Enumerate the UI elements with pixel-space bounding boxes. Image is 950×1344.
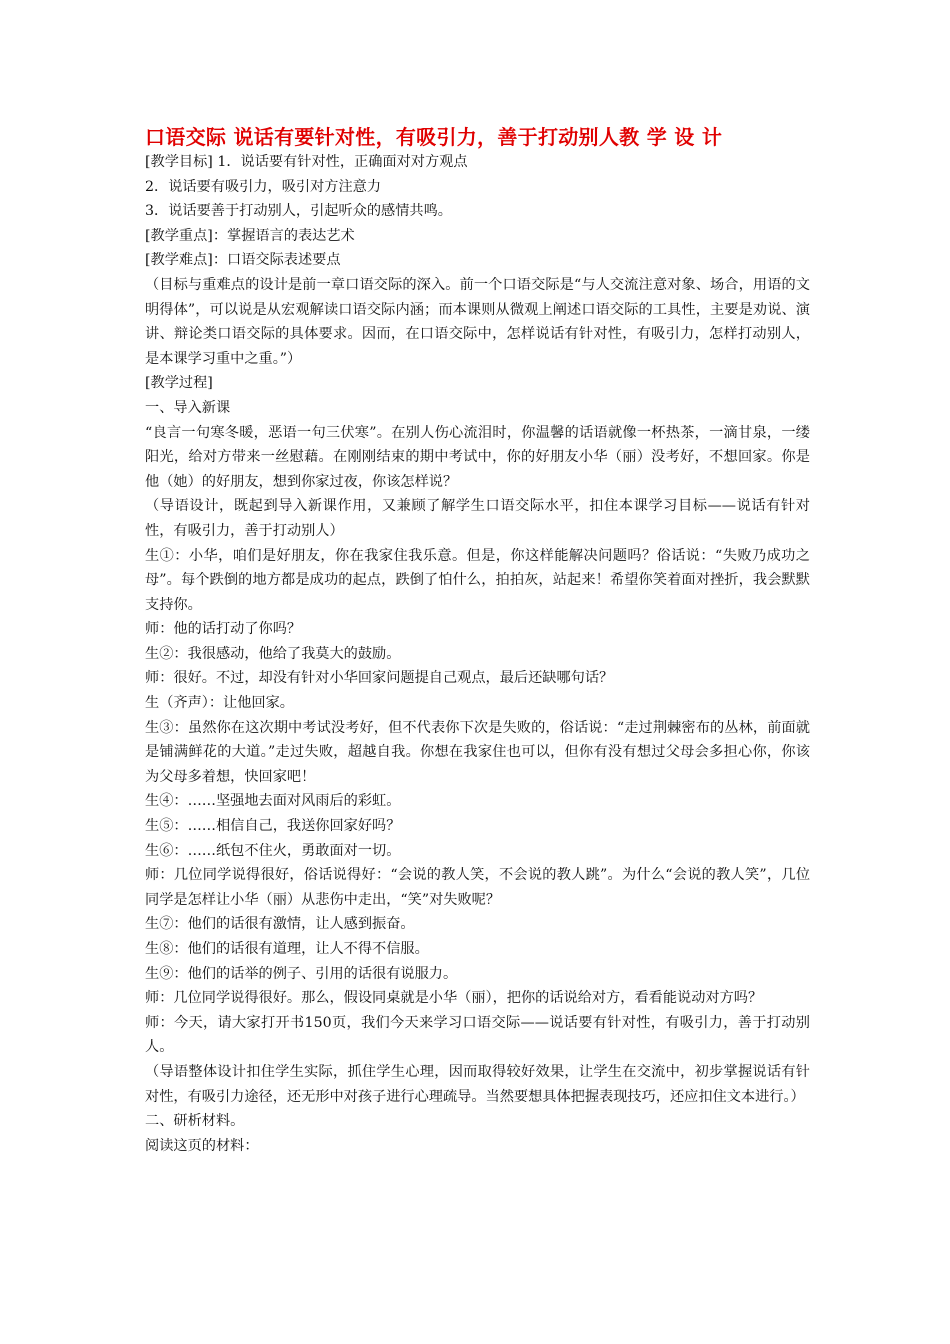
body-paragraph: [教学过程]: [145, 375, 213, 392]
body-paragraph: 师：几位同学说得很好，俗话说得好：“会说的教人笑，不会说的教人跳”。为什么“会说的教人笑”，几位同学是怎样让小华（丽）从悲伤中走出，“笑”对失败呢？: [145, 867, 811, 908]
body-paragraph: 一、导入新课: [145, 399, 231, 416]
body-paragraph: 生⑨：他们的话举的例子、引用的话很有说服力。: [145, 965, 458, 982]
body-paragraph: 二、研析材料。: [145, 1113, 245, 1130]
body-paragraph: 生⑥：……纸包不住火，勇敢面对一切。: [145, 842, 401, 859]
body-paragraph: 2．说话要有吸引力，吸引对方注意力: [145, 178, 382, 195]
document-title: 口语交际 说话有要针对性，有吸引力，善于打动别人教 学 设 计: [145, 125, 723, 149]
body-paragraph: “良言一句寒冬暖，恶语一句三伏寒”。在别人伤心流泪时，你温馨的话语就像一杯热茶，一滴甘泉，一缕阳光，给对方带来一丝慰藉。在刚刚结束的期中考试中，你的好朋友小华（丽）没考好，不想回家。你是他（她）的好朋友，想到你家过夜，你该怎样说？: [145, 424, 810, 490]
body-paragraph: 师：他的话打动了你吗？: [145, 621, 302, 638]
body-paragraph: 师：今天，请大家打开书150页，我们今天来学习口语交际——说话要有针对性，有吸引力，善于打动别人。: [145, 1014, 810, 1056]
body-paragraph: 阅读这页的材料：: [145, 1137, 259, 1154]
body-paragraph: 3．说话要善于打动别人，引起听众的感情共鸣。: [145, 203, 452, 220]
body-paragraph: [教学目标] 1．说话要有针对性，正确面对对方观点: [145, 154, 468, 170]
body-paragraph: 生③：虽然你在这次期中考试没考好，但不代表你下次是失败的，俗话说：“走过荆棘密布的丛林，前面就是铺满鲜花的大道。”走过失败，超越自我。你想在我家住也可以，但你有没有想过父母会多担心你，你该为父母多着想，快回家吧！: [145, 719, 810, 785]
body-paragraph: 生④：……坚强地去面对风雨后的彩虹。: [145, 793, 401, 810]
body-paragraph: （导语整体设计扣住学生实际，抓住学生心理，因而取得较好效果，让学生在交流中，初步掌握说话有针对性，有吸引力途径，还无形中对孩子进行心理疏导。当然要想具体把握表现技巧，还应扣住文本进行。）: [145, 1063, 810, 1105]
body-paragraph: （导语设计，既起到导入新课作用，又兼顾了解学生口语交际水平，扣住本课学习目标——说话有针对性，有吸引力，善于打动别人）: [145, 498, 810, 539]
body-paragraph: 师：几位同学说得很好。那么，假设同桌就是小华（丽），把你的话说给对方，看看能说动对方吗？: [145, 990, 763, 1007]
document-body: [145, 150, 810, 1158]
body-paragraph: 生（齐声）：让他回家。: [145, 695, 294, 712]
body-paragraph: 师：很好。不过，却没有针对小华回家问题提自己观点，最后还缺哪句话？: [145, 670, 614, 687]
body-paragraph: 生⑧：他们的话很有道理，让人不得不信服。: [145, 941, 429, 957]
body-paragraph: （目标与重难点的设计是前一章口语交际的深入。前一个口语交际是“与人交流注意对象、场合，用语的文明得体”，可以说是从宏观解读口语交际内涵；而本课则从微观上阐述口语交际的工具性，主要是劝说、演讲、辩论类口语交际的具体要求。因而，在口语交际中，怎样说话有针对性，有吸引力，怎样打动别人，是本课学习重中之重。”）: [145, 276, 810, 367]
body-paragraph: 生②：我很感动，他给了我莫大的鼓励。: [145, 645, 401, 662]
body-paragraph: 生⑤：……相信自己，我送你回家好吗？: [145, 818, 401, 835]
body-paragraph: [教学难点]：口语交际表述要点: [145, 252, 341, 269]
body-paragraph: 生⑦：他们的话很有激情，让人感到振奋。: [145, 916, 415, 933]
body-paragraph: 生①：小华，咱们是好朋友，你在我家住我乐意。但是，你这样能解决问题吗？俗话说：“失败乃成功之母”。每个跌倒的地方都是成功的起点，跌倒了怕什么，拍拍灰，站起来！希望你笑着面对挫折，我会默默支持你。: [145, 547, 810, 613]
body-paragraph: [教学重点]：掌握语言的表达艺术: [145, 227, 355, 244]
